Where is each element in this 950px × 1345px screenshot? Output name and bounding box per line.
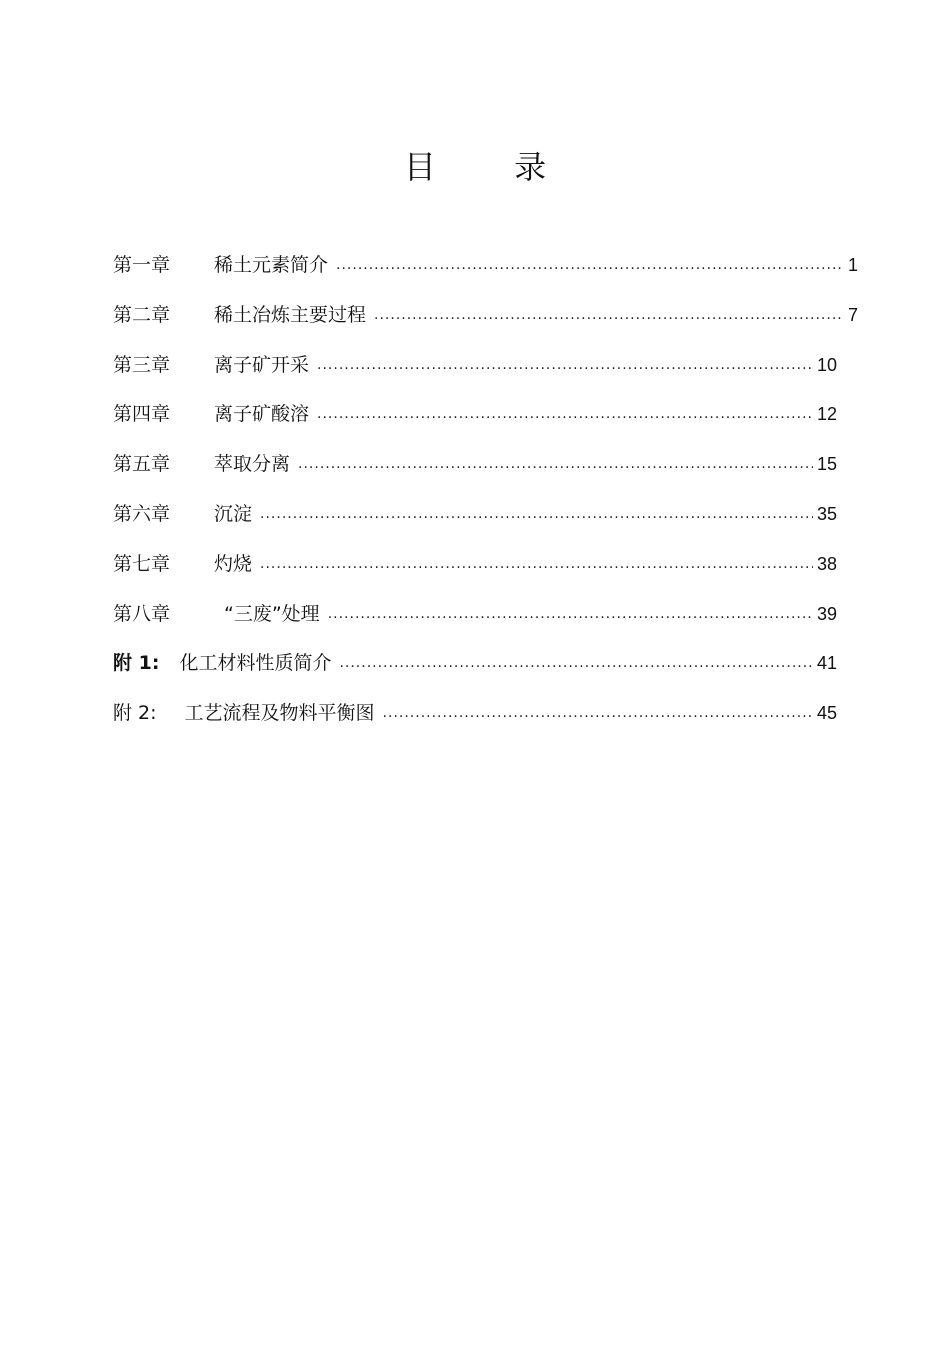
toc-chapter: 第六章 bbox=[113, 502, 171, 525]
toc-entry[interactable] bbox=[113, 601, 837, 651]
toc-entry[interactable] bbox=[113, 451, 837, 501]
toc-page-number: 7 bbox=[847, 304, 858, 325]
toc-chapter: 第一章 bbox=[113, 254, 171, 276]
toc-title: 沉淀 bbox=[214, 502, 253, 525]
dot-leader bbox=[383, 700, 813, 726]
toc-chapter: 第五章 bbox=[113, 453, 171, 476]
toc-title: 工艺流程及物料平衡图 bbox=[184, 702, 375, 725]
dot-leader bbox=[260, 501, 813, 527]
toc-page-number: 1 bbox=[847, 255, 858, 275]
toc-page-number: 35 bbox=[816, 503, 837, 524]
toc-page-number: 12 bbox=[816, 404, 837, 425]
toc-entry[interactable] bbox=[113, 501, 837, 551]
toc-title: 离子矿酸溶 bbox=[214, 403, 310, 426]
toc-page-number: 38 bbox=[816, 553, 837, 574]
dot-leader bbox=[374, 302, 844, 328]
toc-entry[interactable] bbox=[113, 551, 837, 601]
toc-title: 灼烧 bbox=[214, 552, 253, 575]
toc-page-number: 45 bbox=[816, 703, 837, 724]
toc-entry[interactable] bbox=[113, 252, 858, 302]
toc-chapter: 第四章 bbox=[113, 403, 171, 426]
page-title: 目 录 bbox=[403, 148, 581, 186]
toc-title: 稀土元素简介 bbox=[214, 254, 329, 276]
toc-entry[interactable] bbox=[113, 302, 858, 352]
toc-entry[interactable] bbox=[113, 700, 837, 750]
toc-chapter: 第八章 bbox=[113, 602, 171, 625]
dot-leader bbox=[317, 352, 813, 378]
dot-leader bbox=[260, 551, 813, 577]
toc-title: 萃取分离 bbox=[214, 453, 291, 476]
table-of-contents bbox=[113, 252, 858, 750]
dot-leader bbox=[317, 401, 813, 427]
toc-entry[interactable] bbox=[113, 650, 837, 700]
toc-entry[interactable] bbox=[113, 352, 837, 402]
toc-title: 化工材料性质简介 bbox=[179, 652, 332, 675]
dot-leader bbox=[336, 252, 844, 278]
toc-title: 离子矿开采 bbox=[214, 353, 310, 376]
toc-page-number: 39 bbox=[816, 603, 837, 624]
toc-appendix-label: 附 1: bbox=[113, 652, 160, 675]
dot-leader bbox=[298, 451, 813, 477]
dot-leader bbox=[339, 650, 813, 676]
toc-chapter: 第二章 bbox=[113, 303, 171, 326]
toc-chapter: 第三章 bbox=[113, 353, 171, 376]
toc-title: “三废”处理 bbox=[224, 602, 320, 625]
toc-appendix-label: 附 2: bbox=[113, 702, 157, 725]
toc-page-number: 41 bbox=[816, 653, 837, 674]
toc-page-number: 10 bbox=[816, 354, 837, 375]
toc-chapter: 第七章 bbox=[113, 552, 171, 575]
dot-leader bbox=[328, 601, 813, 627]
toc-page-number: 15 bbox=[816, 454, 837, 475]
toc-title: 稀土冶炼主要过程 bbox=[214, 303, 367, 326]
toc-entry[interactable] bbox=[113, 401, 837, 451]
